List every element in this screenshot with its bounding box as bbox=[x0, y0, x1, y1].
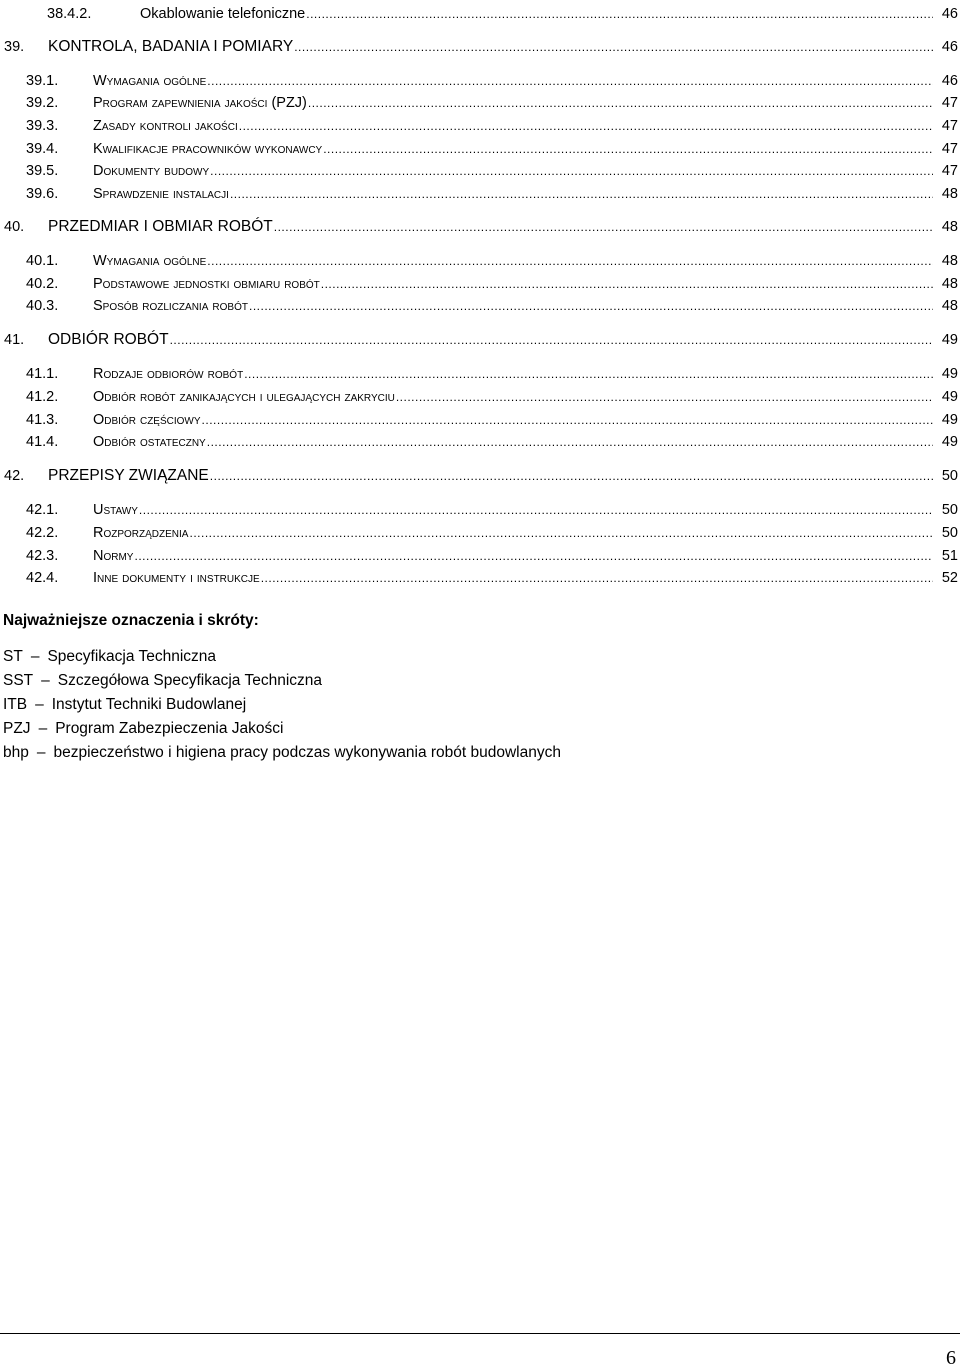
toc-entry-number: 41.2. bbox=[26, 389, 59, 405]
toc-entry-title: Program zapewnienia jakości (PZJ) bbox=[93, 95, 307, 111]
toc-entry-page: 52 bbox=[941, 570, 958, 586]
toc-entry-title: Odbiór częściowy bbox=[93, 412, 201, 428]
toc-entry[interactable] bbox=[0, 545, 960, 567]
toc-entry-page: 47 bbox=[941, 95, 958, 111]
page-number: 6 bbox=[946, 1347, 956, 1369]
toc-entry-number: 40.1. bbox=[26, 253, 59, 269]
toc-entry-page: 48 bbox=[941, 253, 958, 269]
toc-leader-dots bbox=[207, 70, 933, 92]
abbreviation-key: SST bbox=[3, 672, 34, 689]
toc-entry-title: Odbiór robót zanikających i ulegających zakryciu bbox=[93, 389, 395, 405]
toc-entry-page: 51 bbox=[941, 548, 958, 564]
toc-entry-number: 39.6. bbox=[26, 186, 59, 202]
toc-leader-dots bbox=[189, 522, 933, 544]
toc-entry-title: Dokumenty budowy bbox=[93, 163, 210, 179]
abbreviation-dash: – bbox=[41, 672, 50, 689]
abbreviation-key: ITB bbox=[3, 696, 28, 713]
abbreviation-item bbox=[3, 669, 561, 693]
toc-entry-number: 41.4. bbox=[26, 434, 59, 450]
toc-entry-page: 49 bbox=[941, 332, 958, 348]
toc-entry-number: 41. bbox=[4, 332, 25, 348]
toc-entry-number: 41.3. bbox=[26, 412, 59, 428]
toc-entry-number: 40.3. bbox=[26, 298, 59, 314]
toc-leader-dots bbox=[323, 138, 933, 160]
toc-entry[interactable] bbox=[0, 216, 960, 238]
toc-entry-number: 42.2. bbox=[26, 525, 59, 541]
toc-leader-dots bbox=[239, 115, 933, 137]
toc-leader-dots bbox=[207, 250, 933, 272]
toc-entry[interactable] bbox=[0, 329, 960, 351]
toc-entry-number: 40.2. bbox=[26, 276, 59, 292]
toc-entry-number: 40. bbox=[4, 219, 25, 235]
toc-leader-dots bbox=[230, 183, 933, 205]
toc-entry[interactable] bbox=[0, 160, 960, 182]
toc-entry-title: Rozporządzenia bbox=[93, 525, 189, 541]
toc-entry[interactable] bbox=[0, 92, 960, 114]
toc-entry-number: 42.3. bbox=[26, 548, 59, 564]
toc-entry[interactable] bbox=[0, 363, 960, 385]
abbreviation-item bbox=[3, 717, 561, 741]
abbreviation-dash: – bbox=[38, 720, 48, 737]
toc-leader-dots bbox=[210, 465, 933, 487]
toc-entry-page: 47 bbox=[941, 118, 958, 134]
abbreviation-key: PZJ bbox=[3, 720, 31, 737]
toc-leader-dots bbox=[170, 329, 933, 351]
toc-leader-dots bbox=[274, 216, 933, 238]
abbreviation-key: bhp bbox=[3, 744, 29, 761]
toc-entry-page: 46 bbox=[941, 39, 958, 55]
toc-leader-dots bbox=[244, 363, 933, 385]
toc-entry-number: 38.4.2. bbox=[47, 6, 92, 22]
toc-entry-page: 49 bbox=[941, 366, 958, 382]
toc-entry[interactable] bbox=[0, 522, 960, 544]
toc-entry-page: 46 bbox=[941, 6, 958, 22]
toc-leader-dots bbox=[321, 273, 933, 295]
toc-entry[interactable] bbox=[0, 273, 960, 295]
toc-entry[interactable] bbox=[0, 183, 960, 205]
toc-entry[interactable] bbox=[0, 431, 960, 453]
toc-leader-dots bbox=[308, 92, 933, 114]
toc-entry-title: Podstawowe jednostki obmiaru robót bbox=[93, 276, 320, 292]
toc-entry-title: Inne dokumenty i instrukcje bbox=[93, 570, 260, 586]
toc-entry[interactable] bbox=[0, 3, 960, 25]
abbreviation-item bbox=[3, 645, 561, 669]
toc-entry[interactable] bbox=[0, 250, 960, 272]
toc-entry[interactable] bbox=[0, 70, 960, 92]
toc-entry-title: ODBIÓR ROBÓT bbox=[48, 331, 169, 348]
toc-entry-page: 50 bbox=[941, 468, 958, 484]
toc-entry-title: Sprawdzenie instalacji bbox=[93, 186, 229, 202]
toc-entry[interactable] bbox=[0, 567, 960, 589]
toc-entry-page: 49 bbox=[941, 412, 958, 428]
toc-leader-dots bbox=[294, 36, 933, 58]
toc-entry-page: 46 bbox=[941, 73, 958, 89]
toc-entry-title: PRZEDMIAR I OBMIAR ROBÓT bbox=[48, 218, 273, 235]
abbreviation-dash: – bbox=[30, 648, 40, 665]
toc-entry-number: 39.5. bbox=[26, 163, 59, 179]
abbreviation-dash: – bbox=[35, 696, 44, 713]
toc-entry-title: Kwalifikacje pracowników wykonawcy bbox=[93, 141, 323, 157]
toc-entry-page: 47 bbox=[941, 163, 958, 179]
toc-entry-title: Zasady kontroli jakości bbox=[93, 118, 238, 134]
toc-entry[interactable] bbox=[0, 295, 960, 317]
toc-entry[interactable] bbox=[0, 499, 960, 521]
abbreviation-meaning: Program Zabezpieczenia Jakości bbox=[55, 720, 284, 737]
toc-leader-dots bbox=[207, 431, 933, 453]
abbreviation-meaning: Instytut Techniki Budowlanej bbox=[51, 696, 247, 713]
toc-entry-page: 49 bbox=[941, 389, 958, 405]
toc-entry[interactable] bbox=[0, 409, 960, 431]
toc-entry-title: KONTROLA, BADANIA I POMIARY bbox=[48, 38, 294, 55]
toc-entry[interactable] bbox=[0, 36, 960, 58]
toc-entry[interactable] bbox=[0, 386, 960, 408]
toc-entry-number: 42.4. bbox=[26, 570, 59, 586]
toc-entry-page: 48 bbox=[941, 276, 958, 292]
toc-entry-title: Wymagania ogólne bbox=[93, 253, 207, 269]
toc-entry-page: 50 bbox=[941, 525, 958, 541]
toc-leader-dots bbox=[134, 545, 933, 567]
toc-entry-title: Ustawy bbox=[93, 502, 138, 518]
abbreviation-meaning: Specyfikacja Techniczna bbox=[47, 648, 217, 665]
toc-entry-page: 47 bbox=[941, 141, 958, 157]
toc-entry-number: 41.1. bbox=[26, 366, 59, 382]
toc-leader-dots bbox=[396, 386, 933, 408]
toc-entry-page: 49 bbox=[941, 434, 958, 450]
toc-entry-number: 39.3. bbox=[26, 118, 59, 134]
toc-entry-title: Okablowanie telefoniczne bbox=[140, 6, 306, 22]
abbreviation-key: ST bbox=[3, 648, 23, 665]
toc-entry-number: 42.1. bbox=[26, 502, 59, 518]
abbreviation-item bbox=[3, 741, 561, 765]
toc-leader-dots bbox=[210, 160, 933, 182]
toc-entry-number: 39.2. bbox=[26, 95, 59, 111]
toc-entry-number: 39. bbox=[4, 39, 25, 55]
abbreviation-item bbox=[3, 693, 561, 717]
toc-entry[interactable] bbox=[0, 138, 960, 160]
toc-entry-page: 50 bbox=[941, 502, 958, 518]
toc-entry-title: Odbiór ostateczny bbox=[93, 434, 206, 450]
toc-entry[interactable] bbox=[0, 115, 960, 137]
toc-entry-title: PRZEPISY ZWIĄZANE bbox=[48, 467, 209, 484]
toc-entry-title: Rodzaje odbiorów robót bbox=[93, 366, 244, 382]
toc-entry[interactable] bbox=[0, 465, 960, 487]
abbreviation-meaning: bezpieczeństwo i higiena pracy podczas wykonywania robót budowlanych bbox=[53, 744, 561, 761]
toc-leader-dots bbox=[202, 409, 933, 431]
abbreviations-heading: Najważniejsze oznaczenia i skróty: bbox=[3, 612, 259, 629]
toc-entry-number: 42. bbox=[4, 468, 25, 484]
toc-entry-page: 48 bbox=[941, 219, 958, 235]
toc-entry-title: Wymagania ogólne bbox=[93, 73, 207, 89]
abbreviations-section bbox=[3, 610, 561, 765]
footer-divider bbox=[0, 1333, 960, 1334]
toc-leader-dots bbox=[249, 295, 933, 317]
toc-entry-page: 48 bbox=[941, 298, 958, 314]
toc-entry-title: Normy bbox=[93, 548, 134, 564]
toc-entry-number: 39.4. bbox=[26, 141, 59, 157]
toc-entry-number: 39.1. bbox=[26, 73, 59, 89]
toc-entry-title: Sposób rozliczania robót bbox=[93, 298, 248, 314]
abbreviation-dash: – bbox=[36, 744, 46, 761]
toc-entry-page: 48 bbox=[941, 186, 958, 202]
toc-leader-dots bbox=[139, 499, 933, 521]
abbreviation-meaning: Szczegółowa Specyfikacja Techniczna bbox=[57, 672, 323, 689]
toc-leader-dots bbox=[306, 3, 933, 25]
toc-leader-dots bbox=[261, 567, 933, 589]
